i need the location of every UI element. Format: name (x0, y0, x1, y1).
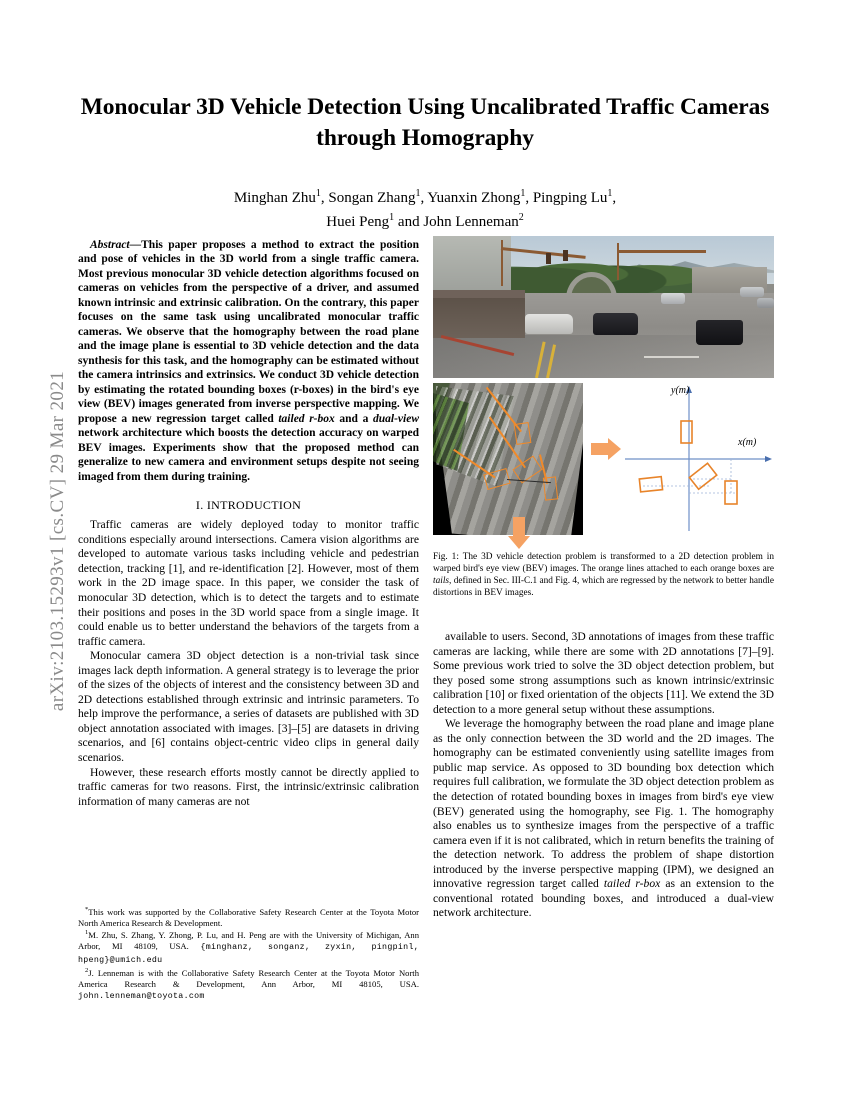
figure-lower-row (433, 383, 774, 539)
vehicle-black-truck (696, 320, 744, 346)
footnote-email-umich: {minghanz, songanz, zyxin, pingpinl, hpeng}@umich.edu (78, 943, 419, 966)
author-line-1 (78, 186, 772, 210)
author-line-2 (78, 210, 772, 234)
intro-paragraph-3: However, these research efforts mostly cannot be directly applied to traffic cameras for two reasons. First, the intrinsic/extrinsic calibration information of many cameras are not (78, 765, 419, 808)
traffic-signal-2 (563, 250, 568, 261)
right-paragraph-2-b: as an extension to the conventional rotated bounding boxes, and introduced a dual-view network architecture. (433, 877, 774, 920)
vehicle-distant-1 (661, 293, 685, 304)
arrow-head (508, 536, 530, 549)
footnote-funding (78, 906, 419, 929)
right-paragraph-2 (433, 717, 774, 921)
abstract-label: Abstract— (90, 239, 142, 251)
abstract-body: This paper proposes a method to extract the position and pose of vehicles in the 3D world from a single traffic camera. Most previous monocular 3D vehicle detection algorithms focused on cameras on vehicles from the perspective of a driver, and assumed known intrinsic and extrinsic calibration. On the contrary, this paper focuses on the same task using uncalibrated monocular traffic cameras. We observe that the homography between the road plane and the image plane is essential to 3D vehicle detection and the data synthesis for this task, and the homography can be estimated without the camera intrinsics and extrinsics. We conduct 3D vehicle detection by estimating the rotated bounding boxes (r-boxes) in the bird's eye view (BEV) images generated from inverse perspective mapping. We propose a new regression target called (78, 239, 419, 425)
title-block (78, 92, 772, 233)
intro-paragraph-1: Traffic cameras are widely deployed today to monitor traffic conditions especially around intersections. Camera vision algorithms are developed to automate various tasks including vehicle and pedestrian detection, tracking [1], and re-identification [2]. However, most of them work in the 2D image space. In this paper, we consider the task of monocular 3D detection, which is to detect the targets and to estimate their positions and poses in the 3D world space from a single image. It could enable us to better understand the behaviors of the targets from a traffic camera. (78, 518, 419, 648)
abstract-body-3: network architecture which boosts the detection accuracy on warped BEV images. Experiments show that the proposed method can generalize to new camera and environment setups despite not seeing imaged from them during training. (78, 427, 419, 483)
x-axis-label: x(m) (738, 437, 757, 448)
footnote-affiliation-2-text: J. Lenneman is with the Collaborative Safety Research Center at the Toyota Motor North America Research & Development, Ann Arbor, MI 48105, USA. (78, 967, 419, 989)
world-rbox-3 (689, 463, 716, 489)
footnote-marker-1: 1 (85, 929, 89, 937)
vehicle-dark-suv (593, 313, 637, 336)
abstract-italic-dual-view: dual-view (373, 412, 419, 425)
right-column (433, 630, 774, 921)
right-paragraph-2-a: We leverage the homography between the road plane and image plane as the only connection between the 3D world and the 2D images. The homography can be estimated conveniently using satellite images from public map service. As opposed to 3D bounding box detection which requires full calibration, we formulate the 3D object detection problem as the detection of rotated bounding boxes in images from bird's eye view (BEV) generated using the homography, see Fig. 1. The homography also enables us to synthesize images from the perspective of a traffic camera even if it is not calibrated, which in return benefits the training of the detection network. To address the problem of shape distortion introduced by the inverse perspective mapping (IPM), we designed an innovative regression target called (433, 717, 774, 891)
storefront (433, 298, 525, 338)
traffic-camera-photo (433, 236, 774, 378)
figure-caption-text-b: , defined in Sec. III-C.1 and Fig. 4, which are regressed by the network to better handle distortions in BEV images. (433, 575, 774, 598)
arrow-shaft (513, 517, 525, 537)
footnote-email-toyota: john.lenneman@toyota.com (78, 992, 205, 1001)
right-paragraph-1: available to users. Second, 3D annotations of images from these traffic cameras are lacking, while there are some with 2D annotations [7]–[9]. Some previous work tried to solve the 3D object detection problem, but they posed some strong assumptions such as known intrinsic/extrinsic calibration [10] or fixed orientation of the objects [11]. We extend the 3D detection to a more general setup without these assumptions. (433, 630, 774, 716)
figure-1 (433, 236, 774, 539)
vehicle-distant-2 (740, 287, 764, 297)
page-title: Monocular 3D Vehicle Detection Using Uncalibrated Traffic Cameras through Homography (80, 94, 770, 152)
arxiv-stamp: arXiv:2103.15293v1 [cs.CV] 29 Mar 2021 (47, 370, 68, 712)
figure-caption-italic-tails: tails (433, 575, 450, 586)
world-coordinate-diagram (619, 383, 774, 535)
traffic-signal-1 (546, 253, 551, 264)
footnote-rule (78, 900, 183, 901)
footnote-funding-text: This work was supported by the Collaborative Safety Research Center at the Toyota Motor North America Research & Development. (78, 906, 419, 929)
vehicle-white-suv (525, 314, 573, 334)
abstract-body-2: and a (334, 412, 373, 425)
footnote-marker-star: * (85, 906, 89, 913)
axes-svg (619, 383, 774, 535)
vehicle-distant-3 (757, 298, 774, 308)
x-axis-arrowhead (765, 456, 772, 462)
figure-caption-label: Fig. 1: (433, 552, 459, 562)
intro-paragraph-2: Monocular camera 3D object detection is a non-trivial task since images lack depth information. A general strategy is to leverage the prior of the sizes of the objects of interest and the consistency between 3D and 2D detections established through extrinsic and intrinsic parameters. To help improve the performance, a series of datasets are published with 3D object annotation associated with images. [3]–[5] are datasets in driving scenarios, and [6] contains object-centric video clips in general daily scenarios. (78, 649, 419, 765)
abstract (78, 238, 419, 484)
world-rbox-1 (681, 421, 692, 443)
footnote-affiliation-1 (78, 929, 419, 967)
section-heading-introduction: I. INTRODUCTION (195, 498, 302, 513)
crosswalk-marking (644, 356, 699, 358)
world-rbox-2 (639, 477, 662, 492)
author-list (78, 186, 772, 233)
right-paragraph-2-italic: tailed r-box (603, 877, 661, 891)
author-line-1-text: Minghan Zhu$^1$, Songan Zhang$^1$, Yuanxin Zhong$^1$, Pingping Lu$^1$, (233, 188, 617, 207)
y-axis-label: y(m) (671, 385, 690, 396)
author-line-2-text: Huei Peng$^1$ and John Lenneman$^2$ (326, 211, 524, 230)
signal-arm-2 (617, 250, 706, 253)
signal-mast-2 (617, 243, 619, 280)
arrow-shaft (591, 443, 609, 455)
left-column (78, 238, 419, 809)
figure-1-caption (433, 552, 774, 600)
footnote-affiliation-2 (78, 967, 419, 1003)
footnote-block (78, 906, 419, 1003)
footnote-affiliation-1-text: M. Zhu, S. Zhang, Y. Zhong, P. Lu, and H. Peng are with the University of Michigan, Ann Arbor, MI 48109, USA. (78, 930, 419, 952)
figure-caption-text-a: The 3D vehicle detection problem is transformed to a 2D detection problem in warped bird's eye view (BEV) images. The orange lines attached to each orange boxes are (433, 552, 774, 574)
arrow-head (608, 438, 621, 460)
footnote-marker-2: 2 (85, 966, 89, 974)
bev-warped-image (433, 383, 583, 535)
abstract-italic-tailed-rbox: tailed r-box (278, 412, 335, 425)
